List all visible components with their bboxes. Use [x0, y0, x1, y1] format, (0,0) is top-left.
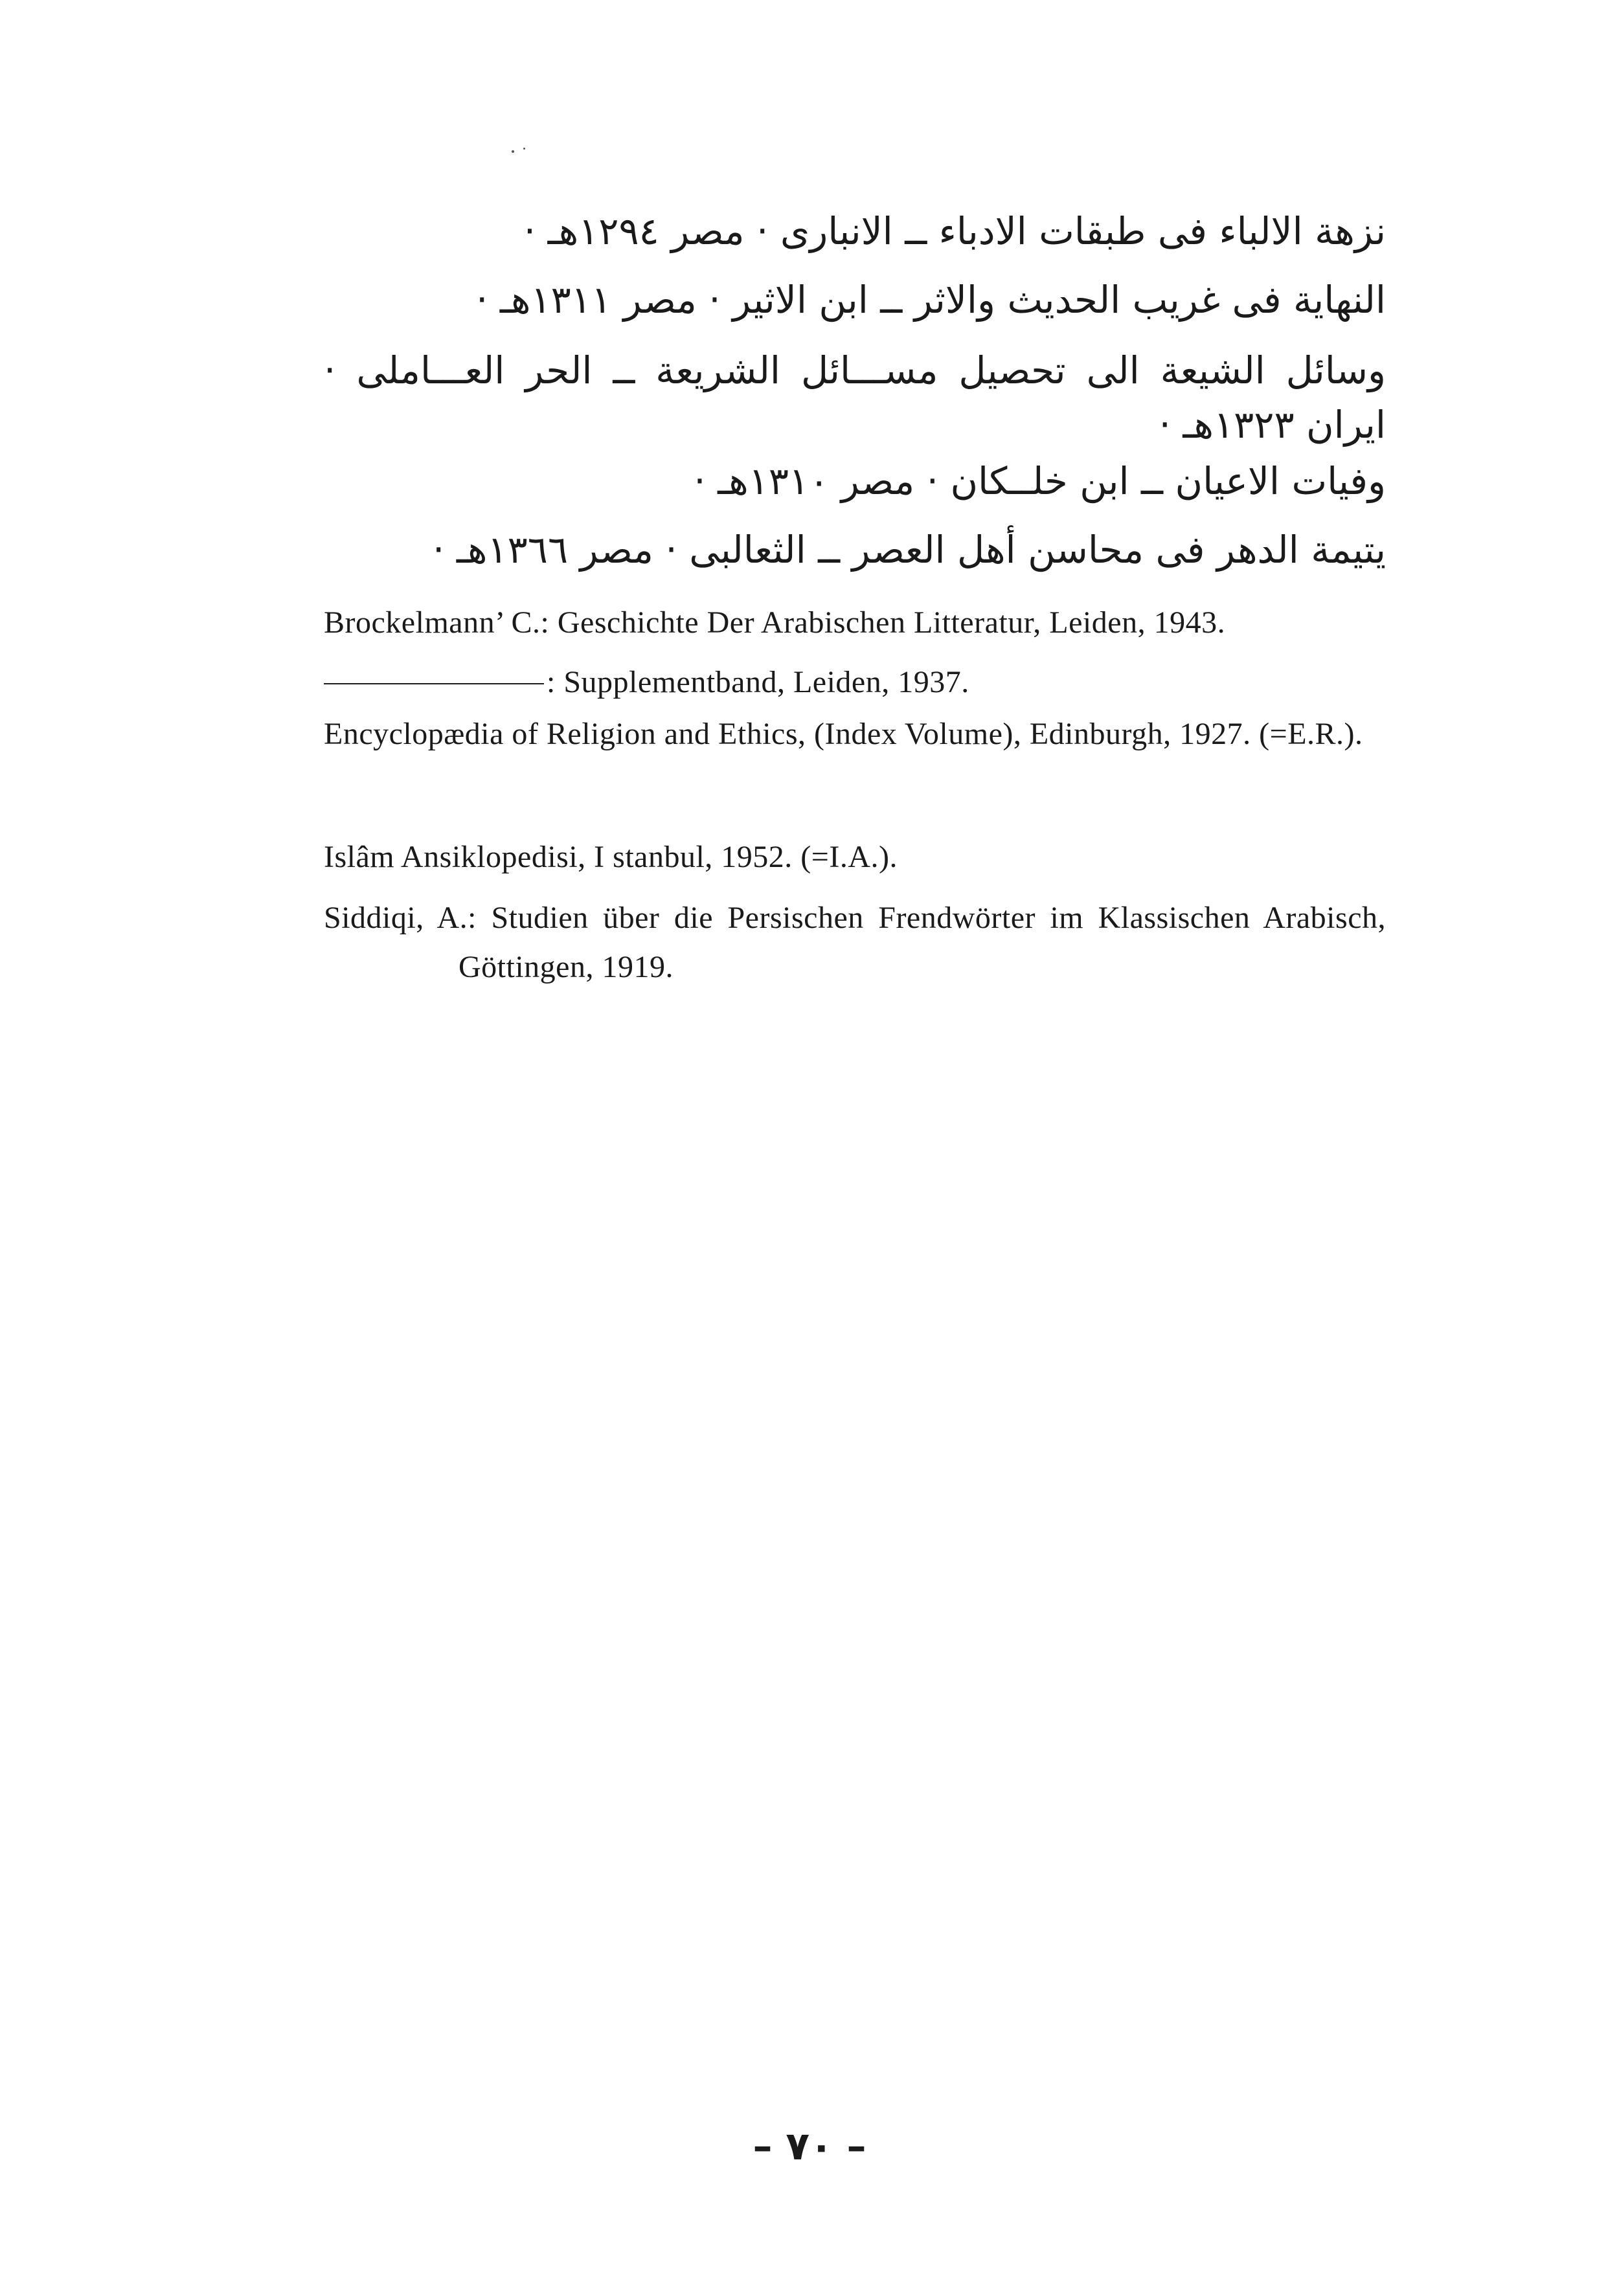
- english-entry-1: Brockelmann’ C.: Geschichte Der Arabischen Litteratur, Leiden, 1943.: [324, 605, 1226, 640]
- english-entry-4: Islâm Ansiklopedisi, I stanbul, 1952. (=I.A.).: [324, 840, 898, 874]
- english-entry-2: [324, 667, 1386, 698]
- arabic-entry-5: يتيمة الدهر فى محاسن أهل العصر ــ الثعالبى · مصر ١٣٦٦هـ ·: [433, 528, 1386, 572]
- english-entry-3: Encyclopædia of Religion and Ethics, (Index Volume), Edinburgh, 1927. (=E.R.).: [324, 717, 1363, 751]
- page-number: – ٧٠ –: [753, 2124, 866, 2169]
- arabic-entry-1: نزهة الالباء فى طبقات الادباء ــ الانبارى · مصر ١٢٩٤هـ ·: [523, 209, 1386, 253]
- arabic-entry-3: وسائل الشيعة الى تحصيل مســـائل الشريعة ــ الحر العـــاملى · ايران ١٣٢٣هـ ·: [324, 348, 1386, 447]
- scan-speck: [512, 150, 514, 153]
- arabic-entry-2: النهاية فى غريب الحديث والاثر ــ ابن الاثير · مصر ١٣١١هـ ·: [475, 278, 1386, 322]
- ditto-rule: [324, 683, 544, 684]
- scan-speck: [523, 148, 525, 150]
- arabic-entry-4: وفيات الاعيان ــ ابن خلــكان · مصر ١٣١٠هـ ·: [694, 459, 1386, 503]
- english-entry-5: Siddiqi, A.: Studien über die Persischen Frendwörter im Klassischen Arabisch, Göttingen, 1919.: [324, 901, 1386, 984]
- english-entry-2-text: : Supplementband, Leiden, 1937.: [547, 665, 969, 699]
